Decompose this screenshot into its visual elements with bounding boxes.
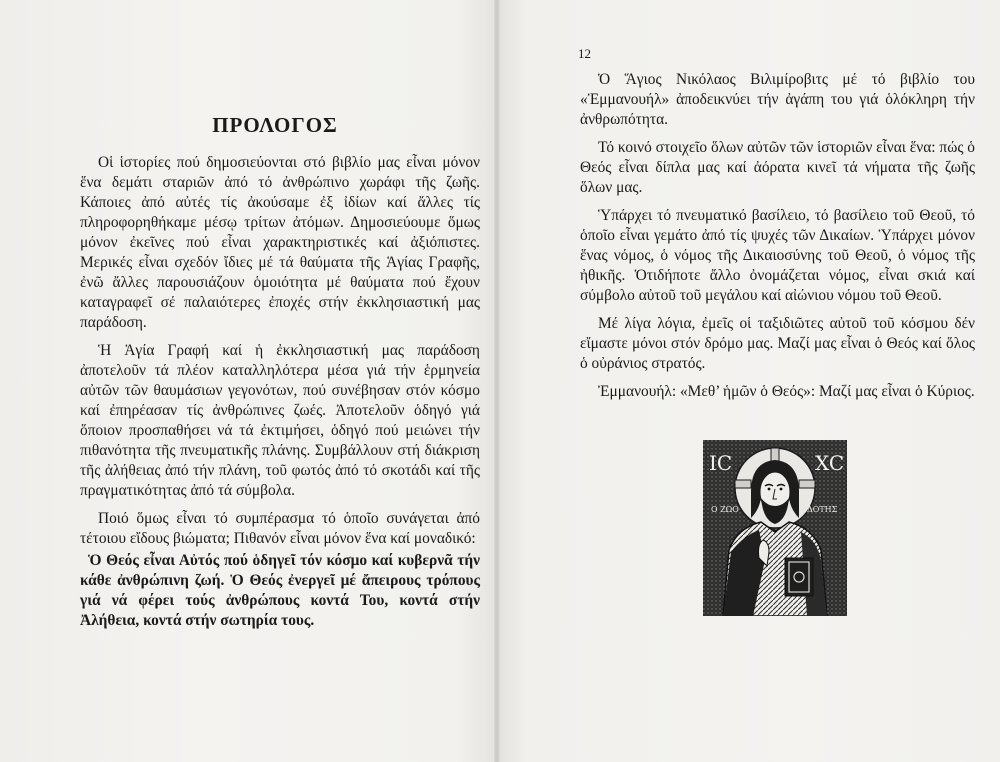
paragraph: Τό κοινό στοιχεῖο ὅλων αὐτῶν τῶν ἱστοριῶν εἶναι ἕνα: πώς ὁ Θεός εἶναι δίπλα μας καί ἀόρατα κινεῖ τά νήματα τῆς ζωῆς ὅλων μας. xyxy=(580,139,975,196)
paragraph: Ἡ Ἁγία Γραφή καί ἡ ἐκκλησιαστική μας παράδοση ἀποτελοῦν τά πλέον καταλληλότερα μέσα γιά τήν ἑρμηνεία αὐτῶν τῶν θαυμάσιων γεγονότων, πού συνέβησαν στόν κόσμο καί ἐπηρέασαν τίς ἀνθρώπινες ζωές. Ἀποτελοῦν ὁδηγό γιά ὅποιον προσπαθήσει νά τά ἐκτιμήσει, ὁδηγό πού μειώνει τήν πιθανότητα τῆς πνευματικῆς πλάνης. Συμβάλλουν στή διάκριση τῆς ἀλήθειας ἀπό τήν πλάνη, τοῦ φωτός ἀπό τό σκοτάδι καί τῆς πραγματικότητας ἀπό τά σύμβολα. xyxy=(80,342,480,499)
paragraph: Οἱ ἱστορίες πού δημοσιεύονται στό βιβλίο μας εἶναι μόνον ἕνα δεμάτι σταριῶν ἀπό τό ἀνθρώπινο χωράφι τῆς ζωῆς. Κάποιες ἀπό αὐτές τίς ἀκούσαμε ἐξ ἰδίων καί ἄλλες τίς πληροφορηθήκαμε μέσῳ τρίτων ἀτόμων. Δημοσιεύουμε ὅμως μόνον ἐκεῖνες πού εἶναι χαρακτηριστικές καί ἀξιόπιστες. Μερικές εἶναι σχεδόν ἴδιες μέ τά θαύματα τῆς Ἁγίας Γραφῆς, ἐνῶ ἄλλες παρουσιάζουν ὁμοιότητα μέ θαύματα πού ἔχουν καταγραφεῖ σέ παλαιότερες ἐποχές στήν ἐκκλησιαστική μας παράδοση. xyxy=(80,154,480,331)
zoodotis-inscription-right: ΔΟΤΗΣ xyxy=(807,505,838,514)
paragraph: Ἐμμανουήλ: «Μεθ’ ἡμῶν ὁ Θεός»: Μαζί μας εἶναι ὁ Κύριος. xyxy=(598,383,975,400)
paragraph: Μέ λίγα λόγια, ἐμεῖς οἱ ταξιδιῶτες αὐτοῦ τοῦ κόσμου δέν εἴμαστε μόνοι στόν δρόμο μας. Μαζί μας εἶναι ὁ Θεός καί ὅλος ὁ οὐράνιος στρατός. xyxy=(580,315,975,372)
xc-inscription: XC xyxy=(815,451,845,475)
book-gutter xyxy=(494,0,500,762)
left-page-text xyxy=(80,153,480,639)
page-number: 12 xyxy=(578,46,591,61)
ic-inscription: IC xyxy=(709,451,733,475)
christ-pantocrator-icon xyxy=(703,440,847,616)
paragraph: Ὁ Ἅγιος Νικόλαος Βιλιμίροβιτς μέ τό βιβλίο του «Ἐμμανουήλ» ἀποδεικνύει τήν ἀγάπη του γιά ὁλόκληρη τήν ἀνθρωπότητα. xyxy=(580,71,975,128)
zoodotis-inscription-left: Ο ΖΩΟ xyxy=(711,505,739,514)
paragraph: Ὑπάρχει τό πνευματικό βασίλειο, τό βασίλειο τοῦ Θεοῦ, τό ὁποῖο εἶναι γεμάτο ἀπό τίς ψυχές τῶν Δικαίων. Ὑπάρχει μόνον ἕνας νόμος, ὁ νόμος τῆς Δικαιοσύνης τοῦ Θεοῦ, ὁ νόμος τῆς ἠθικῆς. Ὁτιδήποτε ἄλλο ὀνομάζεται νόμος, εἶναι σκιά καί σύμβολο αὐτοῦ τοῦ μεγάλου καί αἰώνιου νόμου τοῦ Θεοῦ. xyxy=(580,207,975,304)
paragraph: Ποιό ὅμως εἶναι τό συμπέρασμα τό ὁποῖο συνάγεται ἀπό τέτοιου εἴδους βιώματα; Πιθανόν εἶναι μόνον ἕνα καί μοναδικό: xyxy=(80,510,480,547)
bold-statement: Ὁ Θεός εἶναι Αὐτός πού ὁδηγεῖ τόν κόσμο καί κυβερνᾶ τήν κάθε ἀνθρώπινη ζωή. Ὁ Θεός ἐνεργεῖ μέ ἄπειρους τρόπους γιά νά φέρει τούς ἀνθρώπους κοντά Του, κοντά στήν Ἀλήθεια, κοντά στήν σωτηρία τους. xyxy=(80,552,480,629)
right-page-text xyxy=(580,70,975,410)
page-title: ΠΡΟΛΟΓΟΣ xyxy=(212,113,338,137)
